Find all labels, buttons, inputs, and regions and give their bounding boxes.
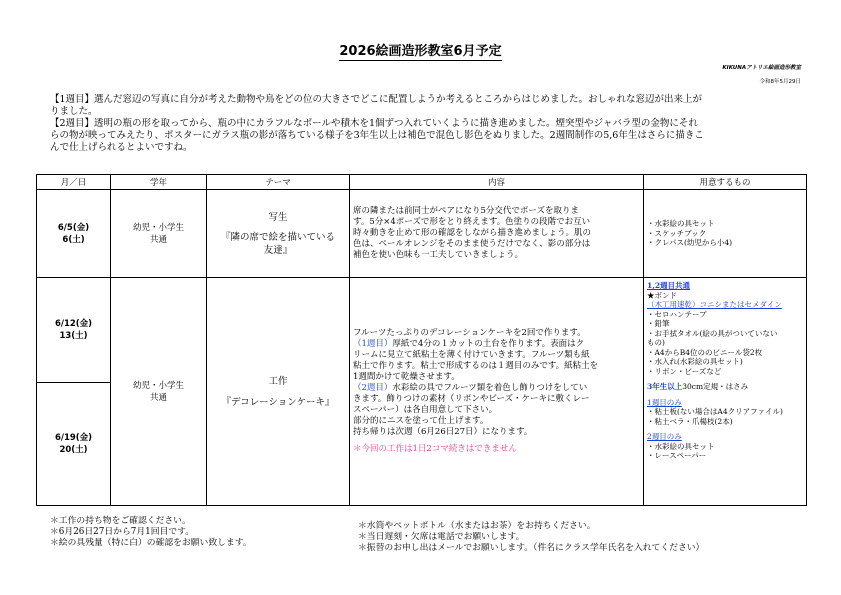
intro-line: 【1週目】選んだ窓辺の写真に自分が考えた動物や鳥をどの位の大きさでどこに配置しようか考えるところからはじめました。おしゃれな窓辺が出来上が [50,94,703,105]
date-line: 6/19(金) [54,433,93,443]
header-date: 月／日 [37,175,111,190]
grade-line: 幼児・小学生 [132,222,184,233]
header-items: 用意するもの [644,175,807,190]
item-line: ・粘土ベラ・爪楊枝(2本) [647,416,733,426]
date-cell [37,190,111,278]
theme-line: 『デコレーションケーキ』 [221,396,335,408]
intro-text [50,94,810,154]
schedule-table [36,174,807,506]
table-row [37,190,807,278]
week2-label: （2週目） [353,383,393,393]
week1-label: （1週目） [353,339,393,349]
content-line: 持ち帰りは次週（6月26日27日）になります。 [353,427,533,437]
intro-line: んで仕上げられるとよいですね。 [50,142,193,153]
content-line: リームに見立て紙粘土を薄く付けていきます。フルーツ類も紙 [353,350,590,360]
item-line: もの) [647,338,665,347]
item-line [647,382,803,392]
content-line [353,383,640,394]
content-line: 粘土で作ります。粘土で形成するのは１週目のみです。紙粘土を [353,361,599,371]
item-line: ・レースペーパー [647,451,707,460]
item-text: 30cm定規・はさみ [682,382,749,391]
notes-left [50,516,252,549]
content-line: 時々動きを止めて形の確認をしながら描き進めましょう。肌の [353,228,592,238]
content-line: フルーツたっぷりのデコレーションケーキを2回で作ります。 [353,328,586,338]
date-cell [37,278,111,383]
header-theme: テーマ [207,175,350,190]
intro-line: 【2週目】透明の瓶の形を取ってから、瓶の中にカラフルなボールや積木を1個ずつ入れていくように描き進めました。煙突型やジャバラ型の金物にそれ [50,118,698,129]
organization-name: KIKUNAアトリエ絵画造形教室 [722,65,801,71]
item-line: ・水彩絵の具セット [647,219,715,229]
note-line: ＊振替のお申し出はメールでお願いします。（件名にクラス学年氏名を入れてください） [358,543,705,553]
table-row [37,278,807,383]
item-heading: 2週目のみ [647,432,682,441]
content-line: 色は、ペールオレンジをそのまま使うだけでなく、影の部分は [353,239,591,249]
item-line: ・粘土板(ない場合はA4クリアファイル) [647,407,783,416]
content-line: 部分的にニスを塗って仕上げます。 [353,416,489,426]
content-line: 1週間かけて乾燥させます。 [353,372,460,382]
content-line: 補色を使い色味も一工夫していきましょう。 [353,250,524,260]
note-line: ＊水筒やペットボトル（水またはお茶）をお持ちください。 [358,521,596,531]
theme-line: 写生 [268,211,288,223]
theme-line: 『隣の席で絵を描いている [220,231,335,243]
content-line: 席の隣または前同士がペアになり5分交代でポーズを取りま [353,206,579,216]
item-heading: 1,2週目共通 [647,281,691,290]
table-header-row [37,175,807,190]
item-line: ・水彩絵の具セット [647,441,715,451]
item-line: ・お手拭タオル(絵の具がついていない [647,328,778,338]
date-line: 13(土) [59,331,88,341]
theme-cell [207,190,350,278]
items-cell [644,278,807,506]
content-line: きます。飾りつけの素材（リボンやビーズ・ケーキに敷くレー [353,394,590,404]
item-line: ・鉛筆 [647,319,670,328]
issue-date: 令和8年5月29日 [759,79,801,85]
content-line [353,339,640,350]
notes-right [358,521,704,554]
page-title: 2026絵画造形教室6月予定 [339,44,502,59]
intro-line: らの物が映ってみえたり、ポスターにガラス瓶の影が落ちている様子を3年生以上は補色で混色し影色をぬりました。2週間制作の5,6年生はさらに描きこ [50,130,704,141]
grade-line: 幼児・小学生 [132,380,184,391]
item-line: ・スケッチブック [647,228,707,238]
content-text: 水彩絵の具でフルーツ類を着色し飾りつけをしてい [392,383,588,393]
item-line: ・リボン・ビーズなど [647,366,722,376]
content-cell [350,190,644,278]
note-line: ＊6月26日27日から7月1回目です。 [50,527,195,537]
item-line: ・水入れ(水彩絵の具セット) [647,357,743,366]
header-grade: 学年 [111,175,207,190]
item-line: ・セロハンテープ [647,309,707,319]
theme-line: 友達』 [263,244,293,256]
theme-cell [207,278,350,506]
header-content: 内容 [350,175,644,190]
content-note: ＊今回の工作は1日2コマ続きはできません [353,444,517,454]
content-cell [350,278,644,506]
content-line: スペーパー）は各自用意して下さい。 [353,405,498,415]
item-heading: 3年生以上 [647,382,683,391]
date-line: 6(土) [62,234,85,245]
grade-line: 共通 [149,392,167,403]
note-line: ＊絵の具残量（特に白）の確認をお願い致します。 [50,538,252,548]
grade-line: 共通 [149,234,167,245]
item-line: ★ボンド [647,290,677,300]
item-line: ・クレパス(幼児から小4) [647,238,733,248]
note-line: ＊工作の持ち物をご確認ください。 [50,516,191,526]
intro-line: りました。 [50,106,98,117]
theme-line: 工作 [268,375,288,387]
item-text: （木工用速乾）コニシまたはセメダイン [647,300,782,309]
item-heading: 1週目のみ [647,397,682,407]
date-cell [37,383,111,506]
date-line: 6/12(金) [54,319,93,329]
grade-cell [111,278,207,506]
note-line: ＊当日遅刻・欠席は電話でお願いします。 [358,532,525,542]
item-line: ・A4からB4位ののビニール袋2枚 [647,347,763,357]
date-line: 20(土) [59,445,88,455]
item-line [647,300,803,310]
content-line: す。5分×4ポーズで形をとり終えます。色塗りの段階でお互い [353,217,591,227]
grade-cell [111,190,207,278]
items-cell [644,190,807,278]
date-line: 6/5(金) [57,222,90,233]
content-text: 厚紙で4分の１カットの土台を作ります。表面はク [392,339,585,349]
